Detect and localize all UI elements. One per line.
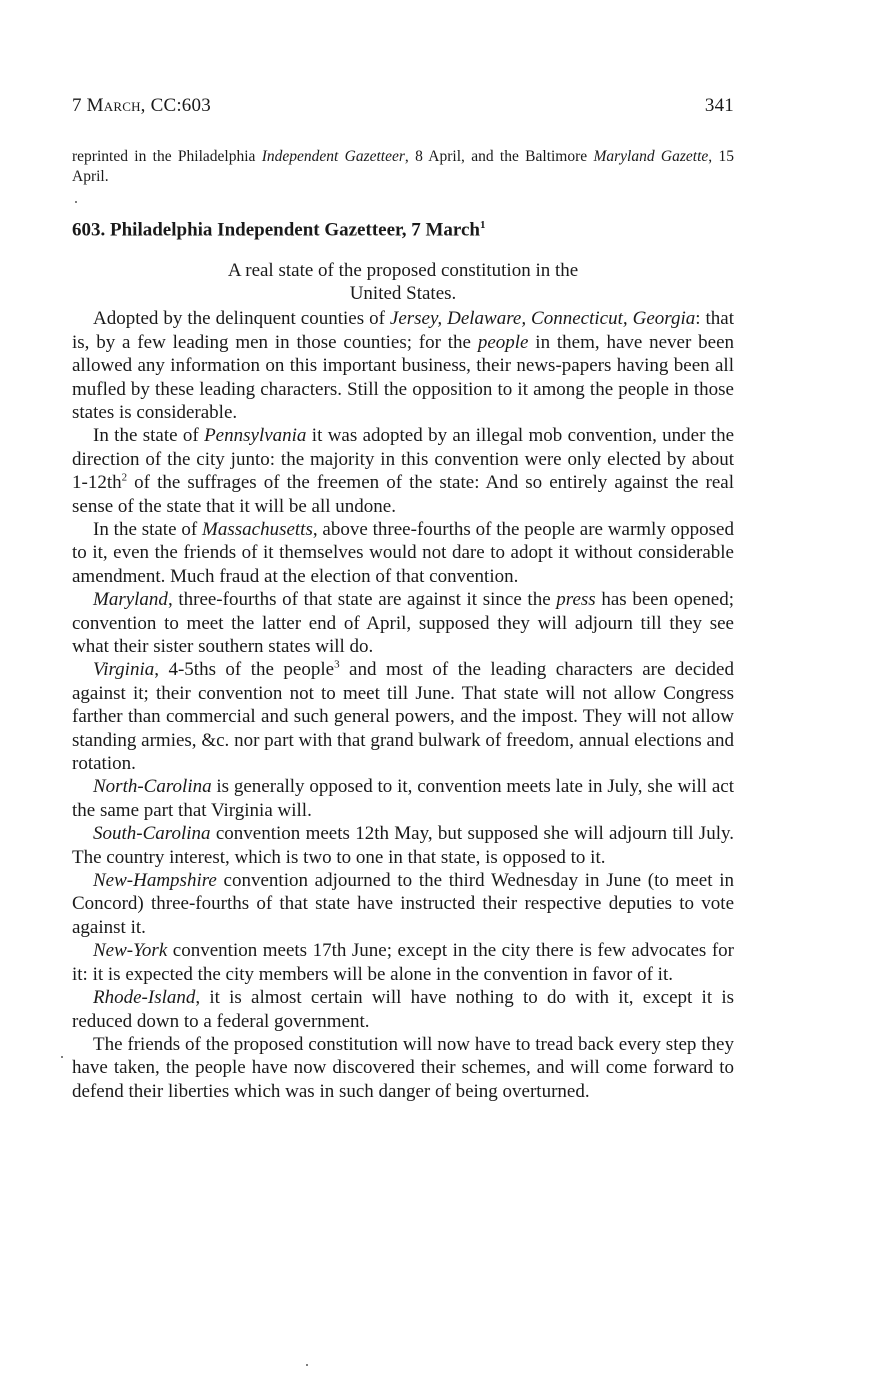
scan-speck <box>75 201 77 203</box>
title-line-2: United States. <box>349 283 457 305</box>
paragraph-8: New-Hampshire convention adjourned to the third Wednesday in June (to meet in Concord) three-fourths of that state have instructed their respective deputies to vote against it. <box>72 870 734 938</box>
paragraph-3: In the state of Massachusetts, above three-fourths of the people are warmly opposed to it, even the friends of it themselves would not dare to adopt it without considerable amendment. Much fraud at the election of that convention. <box>72 518 734 587</box>
scan-speck <box>61 1056 63 1058</box>
running-head <box>72 95 734 117</box>
paragraph-11: The friends of the proposed constitution will now have to tread back every step they have taken, the people have now discovered their schemes, and will come forward to defend their liberties which was in such danger of being overturned. <box>72 1033 734 1102</box>
document-title <box>72 259 734 305</box>
scan-speck <box>306 1364 308 1366</box>
document-page <box>72 95 734 1103</box>
footnote-ref: 3 <box>334 659 340 672</box>
running-head-date: 7 March, CC:603 <box>72 95 211 116</box>
paragraph-7: South-Carolina convention meets 12th May, but supposed she will adjourn till July. The country interest, which is two to one in that state, is opposed to it. <box>72 823 734 868</box>
paragraph-2: In the state of Pennsylvania it was adopted by an illegal mob convention, under the direction of the city junto: the majority in this convention were only elected by about $1-12th^2$ of the suffrages of the freemen of the state: And so entirely against the real sense of the state that it will be all undone. <box>72 425 734 517</box>
page-number: 341 <box>704 95 734 116</box>
body-text <box>72 307 734 1103</box>
footnote-ref: 2 <box>121 471 128 484</box>
previous-document-tail: reprinted in the Philadelphia Independent Gazetteer, 8 April, and the Baltimore Maryland Gazette, 15 April. <box>72 148 734 185</box>
paragraph-4: Maryland, three-fourths of that state are against it since the press has been opened; convention to meet the latter end of April, supposed they will adjourn till they see what their sister southern states will do. <box>72 589 734 658</box>
document-heading: 603. Philadelphia Independent Gazetteer, 7 March$^1$ <box>72 219 486 241</box>
title-line-1: A real state of the proposed constitution in the <box>227 260 579 282</box>
paragraph-10: Rhode-Island, it is almost certain will have nothing to do with it, except it is reduced down to a federal government. <box>72 987 734 1032</box>
footnote-ref: 1 <box>479 219 486 231</box>
paragraph-6: North-Carolina is generally opposed to it, convention meets late in July, she will act the same part that Virginia will. <box>72 776 734 821</box>
paragraph-5: Virginia, 4-5ths of the people$^3$ and most of the leading characters are decided against it; their convention not to meet till June. That state will not allow Congress farther than commercial and such general powers, and the impost. They will not allow standing armies, &c. nor part with that grand bulwark of freedom, annual elections and rotation. <box>72 659 734 775</box>
paragraph-1: Adopted by the delinquent counties of Jersey, Delaware, Connecticut, Georgia: that is, by a few leading men in those counties; for the people in them, have never been allowed any information on this important business, their news-papers having been all mufled by these leading characters. Still the opposition to it among the people in those states is considerable. <box>72 308 734 423</box>
paragraph-9: New-York convention meets 17th June; except in the city there is few advocates for it: it is expected the city members will be alone in the convention in favor of it. <box>72 940 734 985</box>
